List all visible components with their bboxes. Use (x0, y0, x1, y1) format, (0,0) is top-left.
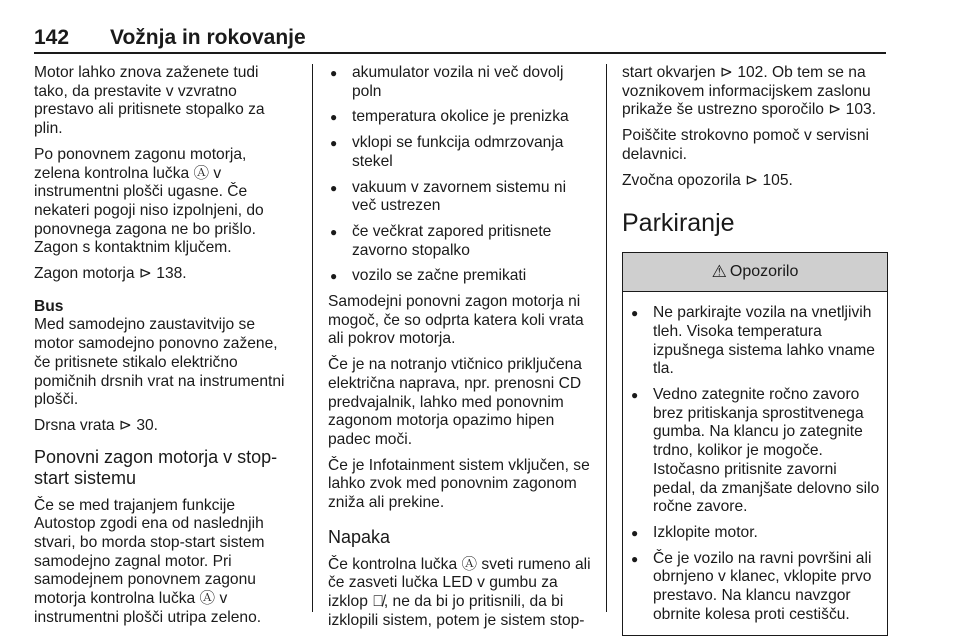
list-item: ● Vedno zategnite ročno zavoro brez pritiskanja sprostitvenega gumba. Na klancu jo zategnite trdno, kolikor je mogoče. Istočasno pritisnite zavorni pedal, da zmanjšate delovno silo ročne zavore. (629, 386, 881, 517)
column-divider (312, 64, 313, 612)
header-rule (34, 52, 886, 54)
paragraph: Med samodejno zaustavitvijo se motor samodejno ponovno zažene, če pritisnete stikalo električno pomičnih drsnih vrat na instrumentni plošči. (34, 316, 285, 409)
cross-reference: Zagon motorja ⊳ 138. (34, 265, 187, 283)
list-item: ● vozilo se začne premikati (328, 267, 592, 286)
paragraph: Poiščite strokovno pomoč v servisni delavnici. (622, 127, 869, 163)
warning-body (623, 292, 887, 635)
warning-list (629, 304, 881, 624)
cross-reference: Drsna vrata ⊳ 30. (34, 416, 159, 434)
warning-title: Opozorilo (729, 262, 799, 280)
list-item: ● vakuum v zavornem sistemu ni več ustrezen (328, 179, 592, 216)
page-header (34, 26, 886, 52)
list-item: ● akumulator vozila ni več dovolj poln (328, 64, 592, 101)
warning-triangle-icon: ⚠ (711, 261, 727, 281)
page-number: 142 (34, 26, 70, 49)
paragraph: Samodejni ponovni zagon motorja ni mogoč, če so odprta katera koli vrata ali pokrov motorja. (328, 293, 584, 348)
list-item: ● vklopi se funkcija odmrzovanja stekel (328, 134, 592, 171)
paragraph: Motor lahko znova zaženete tudi tako, da prestavite v vzvratno prestavo ali pritisnete stopalko za plin. (34, 64, 265, 138)
paragraph: Če je Infotainment sistem vključen, se lahko zvok med ponovnim zagonom zniža ali prekine. (328, 456, 590, 512)
paragraph: Če je na notranjo vtičnico priključena električna naprava, npr. prenosni CD predvajalnik, lahko med ponovnim zagonom motorja opazimo hipen padec moči. (328, 356, 582, 448)
section-title: Parkiranje (622, 209, 735, 238)
paragraph: Po ponovnem zagonu motorja, zelena kontrolna lučka Ⓐ v instrumentni plošči ugasne. Če nekateri pogoji niso izpolnjeni, do ponovnega zagona ne bo prišlo. Zagon s kontaktnim ključem. (34, 145, 264, 257)
list-item: ● Če je vozilo na ravni površini ali obrnjeno v klanec, vklopite prvo prestavo. Na klancu navzgor obrnite kolesa proti cestišču. (629, 550, 881, 625)
paragraph: Če kontrolna lučka Ⓐ sveti rumeno ali če zasveti lučka LED v gumbu za izklop Ⓐ̸, ne da bi jo pritisnili, da bi izklopili sistem, potem je sistem stop- (328, 555, 591, 629)
column-1 (34, 64, 296, 635)
paragraph: start okvarjen ⊳ 102. Ob tem se na voznikovem informacijskem zaslonu prikaže še ustrezno sporočilo ⊳ 103. (622, 64, 877, 119)
warning-header (623, 253, 887, 292)
chapter-title: Vožnja in rokovanje (110, 26, 306, 49)
section-heading: Ponovni zagon motorja v stop-start sistemu (34, 446, 278, 488)
warning-box (622, 252, 888, 636)
subheading-bus: Bus (34, 297, 64, 315)
list-item: ● temperatura okolice je prenizka (328, 108, 592, 127)
list-item: ● če večkrat zapored pritisnete zavorno stopalko (328, 223, 592, 260)
column-2 (328, 64, 592, 638)
list-item: ● Ne parkirajte vozila na vnetljivih tleh. Visoka temperatura izpušnega sistema lahko vname tla. (629, 304, 881, 379)
column-3 (622, 64, 888, 636)
list-item: ● Izklopite motor. (629, 524, 881, 543)
section-heading: Napaka (328, 526, 391, 547)
paragraph: Če se med trajanjem funkcije Autostop zgodi ena od naslednjih stvari, bo morda stop-start sistem samodejno zagnal motor. Pri samodejnem ponovnem zagonu motorja kontrolna lučka Ⓐ v instrumentni plošči utripa zeleno. (34, 496, 265, 626)
column-divider (606, 64, 607, 612)
cross-reference: Zvočna opozorila ⊳ 105. (622, 171, 793, 189)
bullet-list (328, 64, 592, 286)
